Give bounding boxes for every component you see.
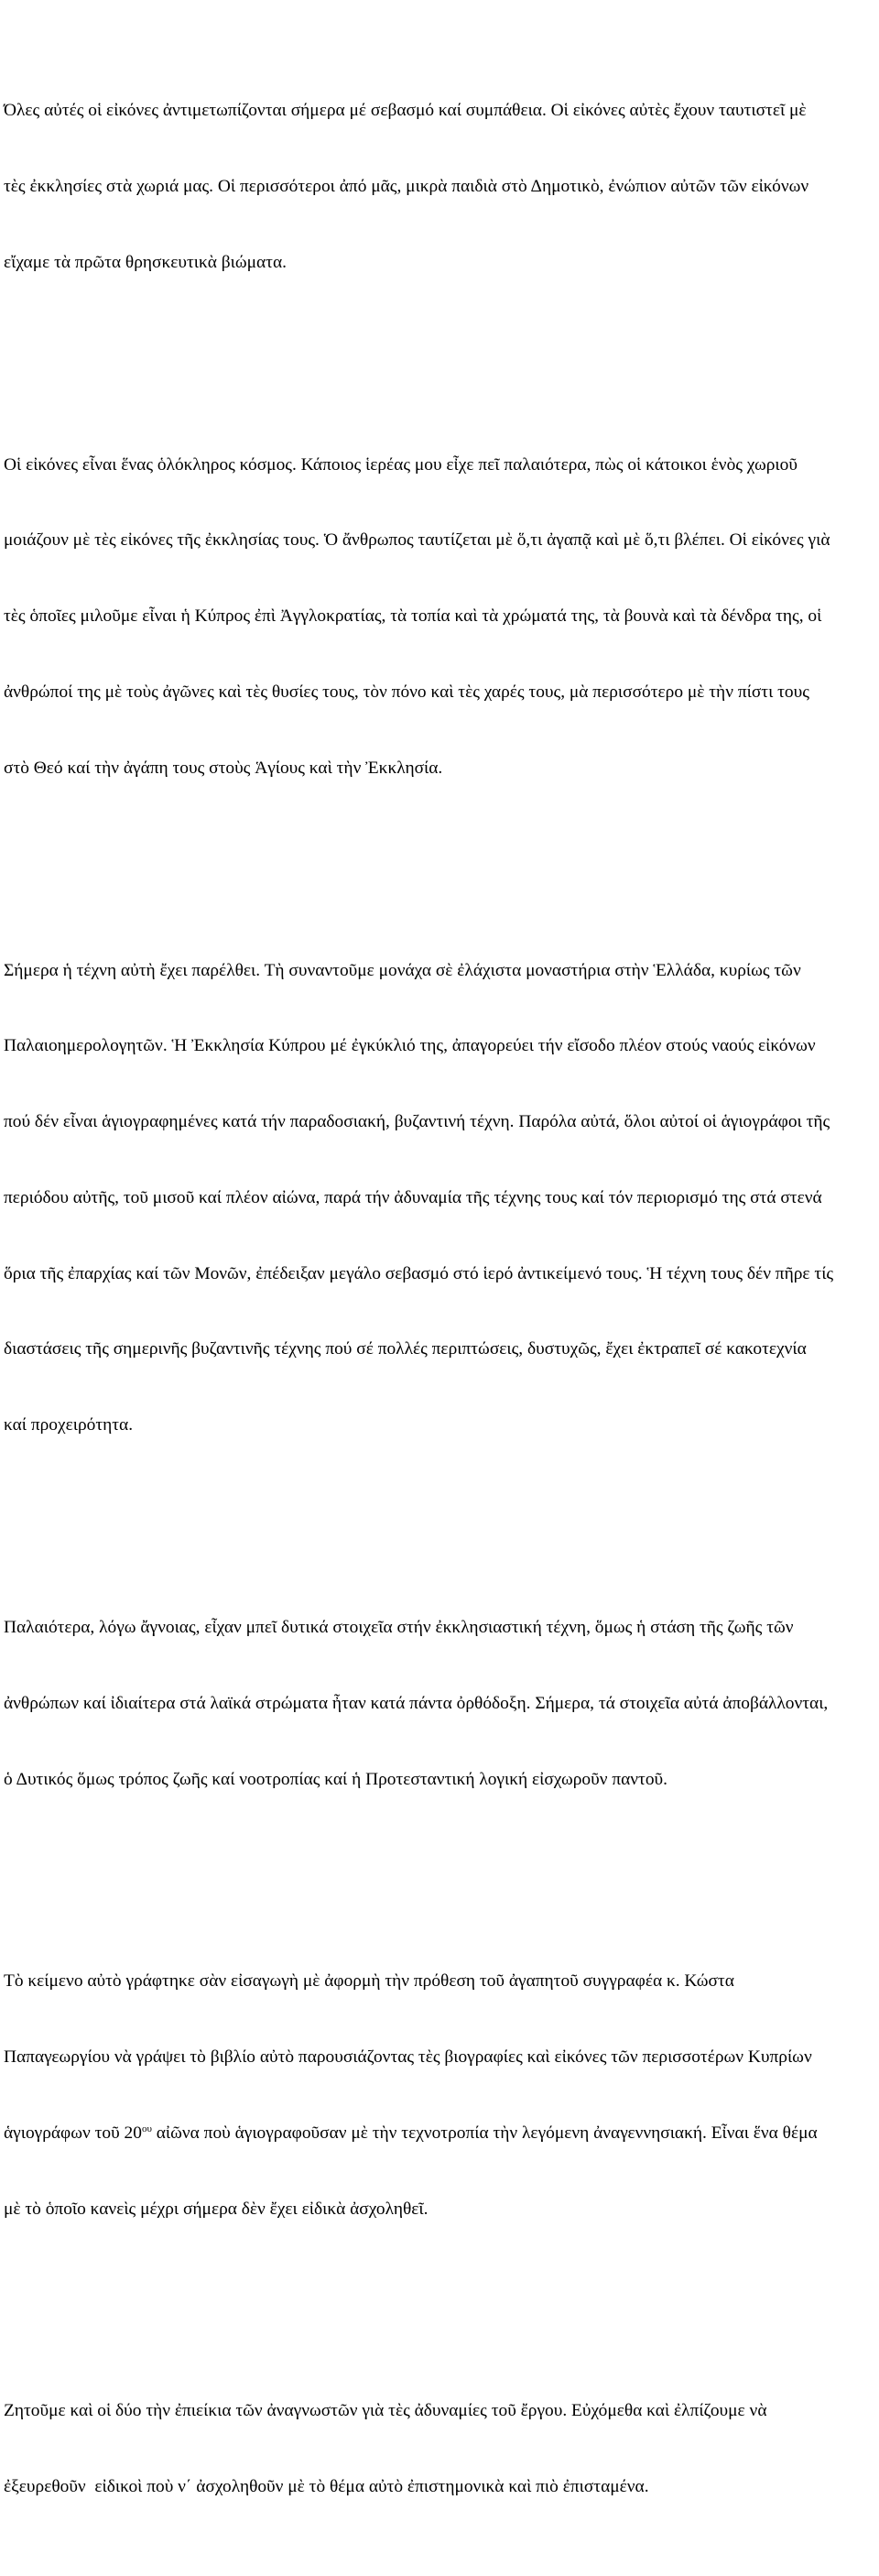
text-line: διαστάσεις τῆς σημερινῆς βυζαντινῆς τέχνης πού σέ πολλές περιπτώσεις, δυστυχῶς, ἔχει ἐκτραπεῖ σέ κακοτεχνία: [4, 1339, 807, 1359]
ordinal-superscript: ου: [141, 2123, 152, 2134]
text-line: Τὸ κείμενο αὐτὸ γράφτηκε σὰν εἰσαγωγὴ μὲ ἀφορμὴ τὴν πρόθεση τοῦ ἀγαπητοῦ συγγραφέα κ. Κώστα: [4, 1971, 734, 1992]
text-line: ἐξευρεθοῦν εἰδικοὶ ποὺ ν΄ ἀσχοληθοῦν μὲ τὸ θέμα αὐτὸ ἐπιστημονικὰ καὶ πιὸ ἐπισταμένα.: [4, 2477, 649, 2497]
text-line: Οἱ εἰκόνες εἶναι ἕνας ὁλόκληρος κόσμος. Κάποιος ἱερέας μου εἶχε πεῖ παλαιότερα, πὼς οἱ κάτοικοι ἑνὸς χωριοῦ: [4, 454, 798, 475]
paragraph-6: [4, 2348, 875, 2550]
text-line: Παλαιοημερολογητῶν. Ἡ Ἐκκλησία Κύπρου μέ ἐγκύκλιό της, ἀπαγορεύει τήν εἴσοδο πλέον στούς ναούς εἰκόνων: [4, 1036, 816, 1056]
text-line: περιόδου αὐτῆς, τοῦ μισοῦ καί πλέον αἰώνα, παρά τήν ἀδυναμία τῆς τέχνης τους καί τόν περιορισμό της στά στενά: [4, 1187, 822, 1207]
line-text-before-superscript: ἁγιογράφων τοῦ 20: [4, 2123, 142, 2143]
text-line: μοιάζουν μὲ τὲς εἰκόνες τῆς ἐκκλησίας τους. Ὁ ἄνθρωπος ταυτίζεται μὲ ὅ,τι ἀγαπᾷ καὶ μὲ ὅ,τι βλέπει. Οἱ εἰκόνες γιὰ: [4, 530, 830, 551]
text-line: Όλες αὐτές οἱ εἰκόνες ἀντιμετωπίζονται σήμερα μέ σεβασμό καί συμπάθεια. Οἱ εἰκόνες αὐτὲς ἔχουν ταυτιστεῖ μὲ: [4, 101, 807, 121]
text-line: Παπαγεωργίου νὰ γράψει τὸ βιβλίο αὐτὸ παρουσιάζοντας τὲς βιογραφίες καὶ εἰκόνες τῶν περισσοτέρων Κυπρίων: [4, 2047, 812, 2068]
text-line: πού δέν εἶναι ἁγιογραφημένες κατά τήν παραδοσιακή, βυζαντινή τέχνη. Παρόλα αὐτά, ὅλοι αὐτοί οἱ ἁγιογράφοι τῆς: [4, 1112, 830, 1132]
paragraph-3: [4, 907, 875, 1489]
text-line: τὲς ὁποῖες μιλοῦμε εἶναι ἡ Κύπρος ἐπὶ Ἀγγλοκρατίας, τὰ τοπία καὶ τὰ χρώματά της, τὰ βουνὰ καὶ τὰ δένδρα της, οἱ: [4, 606, 822, 627]
text-line-with-superscript: [4, 2121, 875, 2146]
text-line: τὲς ἐκκλησίες στὰ χωριά μας. Οἱ περισσότεροι ἀπό μᾶς, μικρὰ παιδιὰ στὸ Δημοτικὸ, ἐνώπιον αὐτῶν τῶν εἰκόνων: [4, 177, 809, 197]
text-line: ἀνθρώποί της μὲ τοὺς ἀγῶνες καὶ τὲς θυσίες τους, τὸν πόνο καὶ τὲς χαρές τους, μὰ περισσότερο μὲ τὴν πίστι τους: [4, 682, 809, 703]
text-line: ὁ Δυτικός ὅμως τρόπος ζωῆς καί νοοτροπίας καί ἡ Προτεσταντική λογική εἰσχωροῦν παντοῦ.: [4, 1769, 667, 1789]
paragraph-4: [4, 1565, 875, 1843]
line-text-after-superscript: αἰῶνα ποὺ ἁγιογραφοῦσαν μὲ τὴν τεχνοτροπία τὴν λεγόμενη ἀναγεννησιακή. Εἶναι ἕνα θέμα: [151, 2123, 818, 2143]
text-line: Σήμερα ἡ τέχνη αὐτὴ ἔχει παρέλθει. Τὴ συναντοῦμε μονάχα σὲ ἐλάχιστα μοναστήρια στὴν Ἑλλάδα, κυρίως τῶν: [4, 960, 801, 980]
text-line: εἴχαμε τὰ πρῶτα θρησκευτικὰ βιώματα.: [4, 252, 287, 272]
text-line: καί προχειρότητα.: [4, 1415, 134, 1435]
document-body: [4, 0, 875, 2576]
text-line: μὲ τὸ ὁποῖο κανεὶς μέχρι σήμερα δὲν ἔχει εἰδικὰ ἀσχοληθεῖ.: [4, 2199, 429, 2219]
paragraph-5: [4, 1918, 875, 2272]
text-line: ὅρια τῆς ἐπαρχίας καί τῶν Μονῶν, ἐπέδειξαν μεγάλο σεβασμό στό ἱερό ἀντικείμενό τους. Ἡ τέχνη τους δέν πῆρε τίς: [4, 1263, 834, 1283]
text-line: Παλαιότερα, λόγω ἄγνοιας, εἶχαν μπεῖ δυτικά στοιχεῖα στήν ἐκκλησιαστική τέχνη, ὅμως ἡ στάση τῆς ζωῆς τῶν: [4, 1618, 794, 1637]
text-line: στὸ Θεό καί τὴν ἀγάπη τους στοὺς Ἁγίους καὶ τὴν Ἐκκλησία.: [4, 758, 443, 778]
text-line: Ζητοῦμε καὶ οἱ δύο τὴν ἐπιείκια τῶν ἀναγνωστῶν γιὰ τὲς ἀδυναμίες τοῦ ἔργου. Εὐχόμεθα καὶ ἐλπίζουμε νὰ: [4, 2401, 767, 2421]
paragraph-1: [4, 48, 875, 326]
paragraph-2: [4, 402, 875, 832]
text-line: ἀνθρώπων καί ἰδιαίτερα στά λαϊκά στρώματα ἦταν κατά πάντα ὀρθόδοξη. Σήμερα, τά στοιχεῖα αὐτά ἀποβάλλονται,: [4, 1693, 829, 1713]
